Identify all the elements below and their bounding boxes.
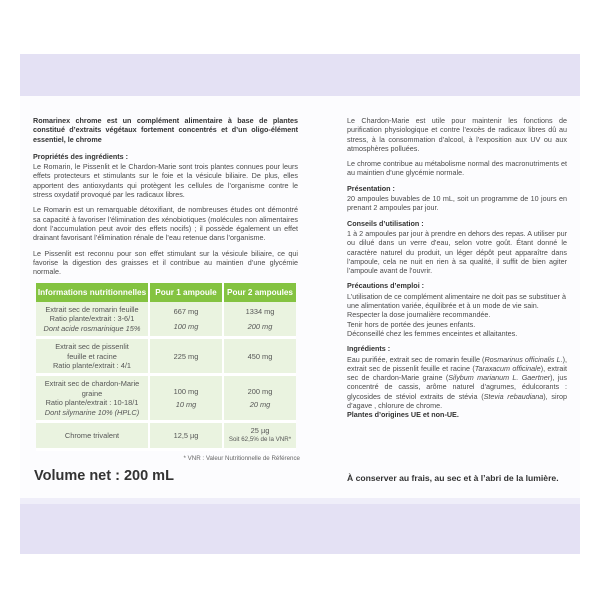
chardon-paragraph: Le Chardon-Marie est utile pour maintenir les fonctions de purification physiologique et contre l’excès de radicaux libres dû au stress, à la consommation d’alcool, à l’exposition aux UV ou aux atmosphères polluées. <box>347 116 567 153</box>
left-column <box>33 116 298 282</box>
net-volume: Volume net : 200 mL <box>34 468 174 484</box>
table-row-romarin <box>36 302 296 338</box>
pissenlit-label: Extrait sec de pissenlit feuille et racine Ratio plante/extrait : 4/1 <box>36 338 149 375</box>
header-information: Informations nutritionnelles <box>36 283 149 302</box>
usage-text: 1 à 2 ampoules par jour à prendre en dehors des repas. A utiliser pur ou dilué dans un verre d’eau, selon votre goût. Étant donné le caractère naturel du produit, un léger dépôt peut apparaître dans l’ampoule, cela ne nuit en rien à sa qualité, il suffit de bien agiter l’ampoule avant de l’ouvrir. <box>347 228 567 276</box>
product-intro: Romarinex chrome est un complément alimentaire à base de plantes constitué d’extraits végétaux fortement concentrés et d’un oligo-élément essentiel, le chrome <box>33 116 298 144</box>
nutrition-table <box>36 283 296 451</box>
chrome-paragraph: Le chrome contribue au métabolisme normal des macronutriments et au maintien d’une glycémie normale. <box>347 159 567 178</box>
header-one-ampoule: Pour 1 ampoule <box>149 283 223 302</box>
chrome-two-ampoules: 25 µg Soit 62,5% de la VNR* <box>223 422 296 450</box>
header-two-ampoules: Pour 2 ampoules <box>223 283 296 302</box>
storage-instructions: À conserver au frais, au sec et à l’abri de la lumière. <box>347 473 559 483</box>
plant-origin: Plantes d’origines UE et non-UE. <box>347 410 459 420</box>
romarin-one-ampoule: 667 mg 100 mg <box>149 302 223 338</box>
bottom-band <box>20 504 580 554</box>
romarin-label: Extrait sec de romarin feuille Ratio plante/extrait : 3-6/1 Dont acide rosmarinique 15% <box>36 302 149 338</box>
chardon-label: Extrait sec de chardon-Marie graine Ratio plante/extrait : 10-18/1 Dont silymarine 10% (HPLC) <box>36 375 149 422</box>
precaution-line: Déconseillé chez les femmes enceintes et allaitantes. <box>347 328 518 338</box>
romarin-two-ampoules: 1334 mg 200 mg <box>223 302 296 338</box>
precautions-title: Précautions d’emploi : <box>347 281 425 291</box>
table-row-chardon <box>36 375 296 422</box>
properties-paragraph-3: Le Pissenlit est reconnu pour son effet stimulant sur la vésicule biliaire, ce qui favorise la digestion des graisses et il contribue au maintien d’une glycémie normale. <box>33 248 298 277</box>
chardon-two-ampoules: 200 mg 20 mg <box>223 375 296 422</box>
pissenlit-one-ampoule: 225 mg <box>149 338 223 375</box>
properties-paragraph-1: Le Romarin, le Pissenlit et le Chardon-Marie sont trois plantes connues pour leurs effets protecteurs et stimulants sur le foie et la vésicule biliaire. De plus, elles apportent des antioxydants qui protègent les cellules de l’organisme contre le stress oxydatif provoqué par les radicaux libres. <box>33 162 298 200</box>
nutrition-table-header <box>36 283 296 302</box>
table-row-chrome <box>36 422 296 450</box>
table-row-pissenlit <box>36 338 296 375</box>
precaution-line: Tenir hors de portée des jeunes enfants. <box>347 319 476 329</box>
chrome-label: Chrome trivalent <box>36 422 149 450</box>
precaution-line: L’utilisation de ce complément alimentaire ne doit pas se substituer à une alimentation variée, équilibrée et à un mode de vie sain. <box>347 291 566 311</box>
top-band <box>20 54 580 96</box>
right-column <box>347 116 567 426</box>
presentation-title: Présentation : <box>347 183 395 193</box>
pissenlit-two-ampoules: 450 mg <box>223 338 296 375</box>
presentation-text: 20 ampoules buvables de 10 mL, soit un programme de 10 jours en prenant 2 ampoules par jour. <box>347 194 567 213</box>
chardon-one-ampoule: 100 mg 10 mg <box>149 375 223 422</box>
precaution-line: Respecter la dose journalière recommandée. <box>347 310 491 320</box>
ingredients-title: Ingrédients : <box>347 344 391 354</box>
properties-title: Propriétés des ingrédients : <box>33 151 129 161</box>
chrome-one-ampoule: 12,5 µg <box>149 422 223 450</box>
usage-title: Conseils d’utilisation : <box>347 218 424 228</box>
ingredients-text: Eau purifiée, extrait sec de romarin feuille (Rosmarinus officinalis L.), extrait sec de pissenlit feuille et racine (Taraxacum officinale), extrait sec de chardon-Marie graine (Silybum marianum L. Gaertner), jus concentré de cassis, arôme naturel d’agrumes, édulcorants : glycosides de stéviol extraits de stévia (Stevia rebaudiana), sirop d’agave , chlorure de chrome. Plantes d’origines UE et non-UE. <box>347 354 568 420</box>
properties-paragraph-2: Le Romarin est un remarquable détoxifiant, de nombreuses études ont démontré sa capacité à favoriser l’élimination des xénobiotiques (molécules non alimentaires dont l’accumulation peut avoir des effets nocifs) ; il possède également un effet drainant favorisant l’élimination rénale de l’eau retenue dans l’organisme. <box>33 205 298 243</box>
vnr-footnote: * VNR : Valeur Nutritionnelle de Référence <box>183 455 300 462</box>
